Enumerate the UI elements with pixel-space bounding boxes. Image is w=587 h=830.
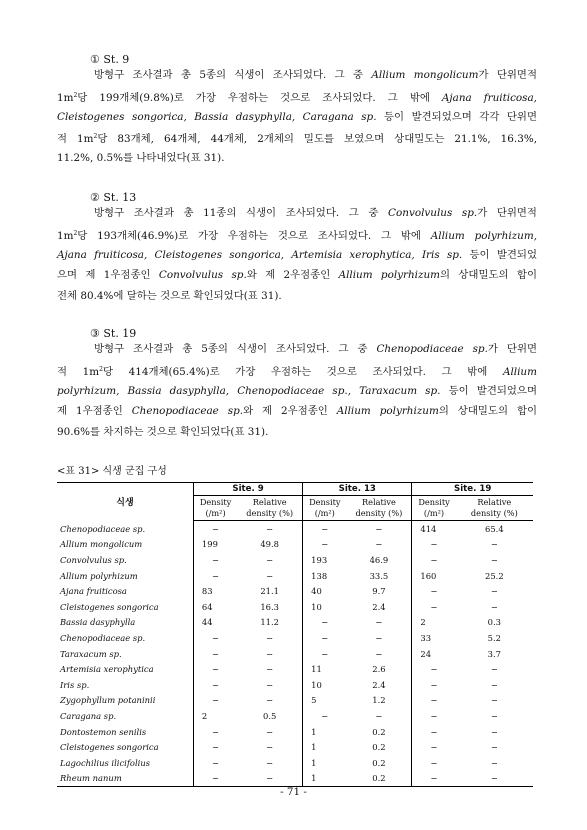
section-heading-st13: ② St. 13 — [90, 191, 137, 204]
superscript: 2 — [99, 365, 103, 373]
species-name: Ajana fruiticosa, — [441, 91, 537, 104]
relative-density-cell: − — [266, 773, 274, 784]
density-cell: − — [412, 755, 456, 771]
paragraph-line — [57, 224, 537, 245]
text-run: 와 제 2우점종인 — [246, 269, 339, 282]
relative-density-cell: 65.4 — [485, 523, 504, 534]
relative-unit: density (%) — [470, 508, 518, 518]
species-cell: Artemisia xerophytica — [60, 664, 154, 675]
superscript: 2 — [93, 133, 98, 141]
density-cell: − — [193, 771, 237, 787]
density-cell: − — [303, 708, 347, 724]
density-cell: − — [412, 537, 456, 553]
relative-density-cell: − — [490, 664, 498, 675]
relative-density-cell: − — [490, 586, 498, 597]
relative-unit: density (%) — [246, 508, 294, 518]
density-cell: − — [193, 724, 237, 740]
table-row — [57, 583, 533, 599]
relative-density-cell: 5.2 — [487, 632, 501, 643]
relative-density-cell: − — [490, 554, 498, 565]
density-cell: − — [412, 708, 456, 724]
relative-density-cell: 1.2 — [372, 695, 386, 706]
density-cell: 10 — [303, 599, 347, 615]
paragraph-line — [57, 127, 537, 148]
text-run: 당 193개체(46.9%)로 가장 우점하는 것으로 조사되었다. 그 밖에 — [77, 229, 431, 242]
density-cell: − — [303, 521, 347, 537]
species-name: Allium — [502, 365, 537, 378]
text-run: 제 1우점종인 — [57, 405, 132, 418]
density-cell: − — [303, 630, 347, 646]
species-name: Chenopodiaceae sp. — [131, 405, 244, 418]
relative-density-cell: 2.4 — [372, 601, 386, 612]
density-cell: − — [193, 693, 237, 709]
species-cell: Cleistogenes songorica — [60, 601, 159, 612]
paragraph-line — [57, 86, 537, 107]
relative-density-cell: 0.3 — [487, 617, 501, 628]
density-cell: − — [193, 739, 237, 755]
text-run: 등이 발견되었으며 — [440, 384, 538, 397]
density-cell: 11 — [303, 661, 347, 677]
density-cell: 2 — [193, 708, 237, 724]
density-cell: 414 — [412, 521, 456, 537]
species-cell: Lagochilius ilicifolius — [60, 757, 151, 768]
relative-label: Relative — [361, 497, 396, 507]
table-row — [57, 630, 533, 646]
density-cell: − — [193, 630, 237, 646]
table-row — [57, 599, 533, 615]
density-cell: − — [193, 568, 237, 584]
density-cell: 1 — [303, 755, 347, 771]
paragraph-line — [57, 339, 537, 360]
relative-density-cell: − — [266, 523, 274, 534]
relative-density-header — [346, 496, 411, 521]
density-unit: (/m²) — [423, 508, 445, 518]
text-run: 적 1m — [57, 365, 100, 378]
section-paragraph-st9 — [57, 65, 537, 169]
species-header: 식생 — [116, 498, 134, 509]
page-number: - 71 - — [280, 786, 307, 798]
relative-density-cell: 21.1 — [260, 586, 279, 597]
table-row — [57, 771, 533, 787]
relative-density-header — [237, 496, 302, 521]
text-run: 등이 발견되었 — [462, 248, 537, 261]
paragraph-line — [57, 381, 537, 402]
relative-density-cell: 0.2 — [372, 742, 386, 753]
density-header — [193, 496, 237, 521]
relative-density-cell: − — [490, 695, 498, 706]
text-run: 당 414개체(65.4%)로 가장 우점하는 것으로 조사되었다. 그 밖에 — [102, 365, 503, 378]
species-name: Allium polyrhizum — [338, 269, 441, 282]
text-run: 1m — [57, 91, 74, 104]
relative-density-cell: − — [375, 523, 383, 534]
species-cell: Cleistogenes songorica — [60, 742, 159, 753]
relative-density-cell: − — [266, 648, 274, 659]
text-run: 방형구 조사결과 총 11종의 식생이 조사되었다. 그 중 — [94, 207, 389, 219]
density-cell: − — [412, 724, 456, 740]
table-row — [57, 755, 533, 771]
section-paragraph-st19 — [57, 339, 537, 443]
table-row — [57, 677, 533, 693]
paragraph-line — [57, 286, 537, 307]
paragraph-line — [57, 401, 537, 422]
density-cell: 83 — [193, 583, 237, 599]
text-run: 90.6%를 차지하는 것으로 확인되었다(표 31). — [57, 426, 269, 439]
species-cell: Dontostemon senilis — [60, 726, 147, 737]
section-heading-st9: ① St. 9 — [90, 53, 130, 66]
table-row — [57, 661, 533, 677]
text-run: 가 단위면적 — [477, 207, 537, 219]
relative-density-cell: 2.4 — [372, 679, 386, 690]
relative-label: Relative — [477, 497, 512, 507]
density-cell: − — [412, 693, 456, 709]
species-cell: Allium polyrhizum — [60, 570, 138, 581]
relative-density-cell: − — [375, 648, 383, 659]
relative-density-cell: 9.7 — [372, 586, 386, 597]
paragraph-line — [57, 360, 537, 381]
density-cell: − — [303, 615, 347, 631]
relative-density-cell: − — [490, 742, 498, 753]
relative-density-cell: 0.2 — [372, 726, 386, 737]
density-cell: − — [193, 661, 237, 677]
density-cell: − — [412, 771, 456, 787]
relative-density-cell: − — [490, 679, 498, 690]
density-cell: 199 — [193, 537, 237, 553]
density-cell: − — [412, 583, 456, 599]
table-row — [57, 724, 533, 740]
paragraph-line — [57, 148, 537, 169]
species-name: polyrhizum, Bassia dasyphylla, Chenopodiaceae sp., Taraxacum sp. — [57, 384, 441, 397]
superscript: 2 — [73, 91, 78, 99]
species-cell: Convolvulus sp. — [60, 554, 127, 565]
species-cell: Chenopodiaceae sp. — [60, 632, 146, 643]
relative-density-cell: 0.2 — [372, 773, 386, 784]
relative-density-cell: 2.6 — [372, 664, 386, 675]
relative-density-cell: − — [490, 601, 498, 612]
density-cell: − — [412, 552, 456, 568]
superscript: 2 — [73, 229, 78, 237]
relative-density-cell: − — [266, 726, 274, 737]
density-cell: − — [193, 755, 237, 771]
species-name: Convolvulus sp. — [158, 269, 247, 282]
density-cell: − — [412, 739, 456, 755]
relative-density-cell: − — [266, 554, 274, 565]
density-cell: 64 — [193, 599, 237, 615]
species-cell: Rheum nanum — [60, 773, 122, 784]
species-name: Ajana fruiticosa, Cleistogenes songorica, Artemisia xerophytica, Iris sp. — [57, 248, 463, 261]
species-name: Cleistogenes songorica, Bassia dasyphylla, Caragana sp. — [57, 110, 377, 123]
relative-density-cell: − — [266, 757, 274, 768]
text-run: 의 상대밀도의 합이 — [440, 269, 537, 282]
density-label: Density — [418, 497, 450, 507]
relative-density-cell: 49.8 — [260, 539, 279, 550]
density-cell: − — [193, 677, 237, 693]
paragraph-line — [57, 107, 537, 128]
text-run: 방형구 조사결과 총 5종의 식생이 조사되었다. 그 중 — [94, 69, 372, 81]
relative-density-cell: − — [490, 710, 498, 721]
relative-density-cell: − — [375, 632, 383, 643]
density-label: Density — [309, 497, 341, 507]
density-cell: − — [193, 521, 237, 537]
relative-density-cell: − — [266, 679, 274, 690]
species-cell: Zygophyllum potaninii — [60, 695, 156, 706]
density-header — [412, 496, 456, 521]
text-run: 의 상대밀도의 합이 — [438, 405, 538, 418]
density-header — [303, 496, 347, 521]
relative-density-cell: − — [266, 695, 274, 706]
paragraph-line — [57, 265, 537, 286]
relative-density-cell: − — [266, 742, 274, 753]
species-cell: Allium mongolicum — [60, 539, 143, 550]
relative-density-cell: 46.9 — [369, 554, 389, 565]
section-paragraph-st13 — [57, 203, 537, 307]
section-heading-st19: ③ St. 19 — [90, 327, 137, 340]
species-cell: Caragana sp. — [60, 710, 117, 721]
text-run: 당 199개체(9.8%)로 가장 우점하는 것으로 조사되었다. 그 밖에 — [77, 91, 442, 104]
relative-density-cell: 0.2 — [372, 757, 386, 768]
species-cell: Iris sp. — [60, 679, 90, 690]
density-cell: − — [193, 552, 237, 568]
species-name: Chenopodiaceae sp. — [376, 343, 488, 355]
relative-label: Relative — [252, 497, 287, 507]
text-run: 방형구 조사결과 총 5종의 식생이 조사되었다. 그 중 — [94, 343, 377, 355]
table-row — [57, 568, 533, 584]
table-row — [57, 646, 533, 662]
text-run: 1m — [57, 229, 74, 242]
density-cell: − — [193, 646, 237, 662]
species-cell: Chenopodiaceae sp. — [60, 523, 146, 534]
relative-density-cell: − — [375, 617, 383, 628]
relative-density-cell: 3.7 — [487, 648, 501, 659]
density-cell: 33 — [412, 630, 456, 646]
relative-density-cell: − — [490, 726, 498, 737]
density-cell: 1 — [303, 771, 347, 787]
text-run: 적 1m — [57, 133, 94, 146]
table-row — [57, 739, 533, 755]
species-name: Allium polyrhizum — [336, 405, 439, 418]
vegetation-table — [57, 482, 533, 787]
relative-density-cell: 25.2 — [485, 570, 504, 581]
paragraph-line — [57, 245, 537, 266]
table-row — [57, 552, 533, 568]
text-run: 당 83개체, 64개체, 44개체, 2개체의 밀도를 보였으며 상대밀도는 21.1%, 16.3%, — [97, 133, 537, 146]
density-cell: 24 — [412, 646, 456, 662]
species-name: Allium polyrhizum, — [430, 229, 537, 242]
table-row — [57, 708, 533, 724]
relative-density-cell: 11.2 — [260, 617, 279, 628]
text-run: 11.2%, 0.5%를 나타내었다(표 31). — [57, 152, 225, 165]
relative-density-cell: − — [266, 664, 274, 675]
table-row — [57, 693, 533, 709]
table-row — [57, 615, 533, 631]
paragraph-line — [57, 203, 537, 224]
density-cell: − — [303, 646, 347, 662]
density-unit: (/m²) — [314, 508, 335, 518]
density-label: Density — [199, 497, 232, 507]
density-cell: 40 — [303, 583, 347, 599]
density-cell: 10 — [303, 677, 347, 693]
site-header: Site. 9 — [193, 483, 302, 496]
species-name: Allium mongolicum — [371, 69, 479, 81]
density-cell: 44 — [193, 615, 237, 631]
species-cell: Bassia dasyphylla — [60, 617, 136, 628]
relative-density-cell: 16.3 — [260, 601, 279, 612]
relative-density-cell: − — [490, 757, 498, 768]
density-cell: − — [412, 599, 456, 615]
density-cell: 5 — [303, 693, 347, 709]
text-run: 등이 발견되었으며 각각 단위면 — [376, 110, 537, 123]
relative-density-cell: − — [266, 570, 274, 581]
text-run: 으며 제 1우점종인 — [57, 269, 159, 282]
site-header: Site. 13 — [303, 483, 412, 496]
text-run: 가 단위면 — [487, 343, 538, 355]
table-row — [57, 521, 533, 537]
relative-density-cell: − — [375, 539, 383, 550]
relative-density-cell: − — [266, 632, 274, 643]
density-unit: (/m²) — [205, 508, 226, 518]
paragraph-line — [57, 422, 537, 443]
species-cell: Ajana fruiticosa — [60, 586, 127, 597]
relative-density-cell: 33.5 — [369, 570, 389, 581]
density-cell: 1 — [303, 724, 347, 740]
density-cell: − — [303, 537, 347, 553]
species-cell: Taraxacum sp. — [60, 648, 122, 659]
paragraph-line — [57, 65, 537, 86]
density-cell: 193 — [303, 552, 347, 568]
species-name: Convolvulus sp. — [388, 207, 478, 219]
table-body — [57, 521, 533, 787]
relative-unit: density (%) — [355, 508, 403, 518]
text-run: 와 제 2우점종인 — [243, 405, 337, 418]
relative-density-cell: 0.5 — [263, 710, 277, 721]
text-run: 전체 80.4%에 달하는 것으로 확인되었다(표 31). — [57, 290, 282, 303]
density-cell: − — [412, 677, 456, 693]
density-cell: 2 — [412, 615, 456, 631]
density-cell: 1 — [303, 739, 347, 755]
density-cell: − — [412, 661, 456, 677]
site-header: Site. 19 — [412, 483, 533, 496]
relative-density-cell: − — [490, 773, 498, 784]
density-cell: 160 — [412, 568, 456, 584]
text-run: 가 단위면적 — [478, 69, 537, 81]
table-row — [57, 537, 533, 553]
density-cell: 138 — [303, 568, 347, 584]
relative-density-header — [456, 496, 533, 521]
relative-density-cell: − — [375, 710, 383, 721]
table-caption: <표 31> 식생 군집 구성 — [57, 466, 167, 477]
relative-density-cell: − — [490, 539, 498, 550]
